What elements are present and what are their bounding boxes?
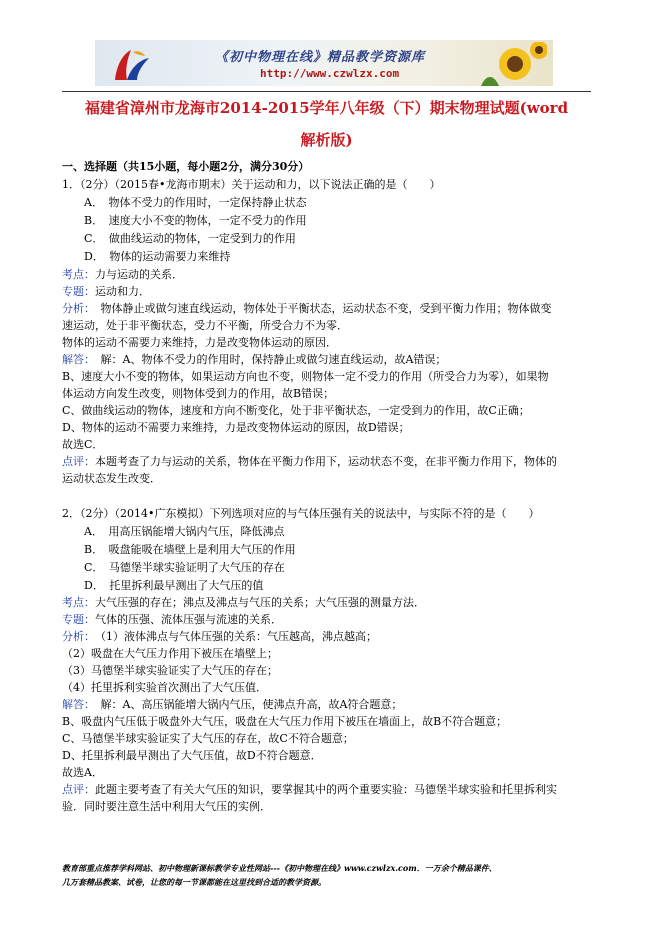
q2-jieda-text-4: D、托里拆利最早测出了大气压值，故D不符合题意．: [62, 749, 322, 762]
q2-kaodian-text: 大气压强的存在；沸点及沸点与气压的关系；大气压强的测量方法．: [95, 596, 425, 609]
footer-line-2: 几万套精品教案、试卷，让您的每一节课都能在这里找到合适的教学资源。: [62, 877, 326, 887]
q2-option-b: B． 吸盘能吸在墙壁上是利用大气压的作用: [84, 543, 296, 556]
q1-kaodian-text: 力与运动的关系．: [95, 268, 183, 281]
page-title-cont: 解析版): [300, 131, 353, 149]
q1-kaodian: [62, 267, 183, 282]
q2-fenxi-text-2: （2）吸盘在大气压力作用下被压在墙壁上；: [62, 647, 278, 660]
jieda-label: 解答：: [62, 353, 90, 366]
zhuanti-label: 专题：: [62, 613, 95, 626]
q2-option-a: A． 用高压锅能增大锅内气压，降低沸点: [84, 525, 285, 538]
fenxi-label: 分析：: [62, 302, 90, 315]
q2-zhuanti-text: 气体的压强、流体压强与流速的关系．: [95, 613, 282, 626]
q2-stem: 2．（2分）（2014•广东模拟）下列选项对应的与气体压强有关的说法中，与实际不符的是（ ）: [62, 507, 540, 520]
q1-jieda: [62, 352, 446, 367]
q2-fenxi-text-3: （3）马德堡半球实验证实了大气压的存在；: [62, 664, 278, 677]
q1-option-d: D． 物体的运动需要力来维持: [84, 250, 231, 263]
q2-option-c: C． 马德堡半球实验证明了大气压的存在: [84, 561, 285, 574]
q2-jieda-text-2: B、吸盘内气压低于吸盘外大气压，吸盘在大气压力作用下被压在墙面上，故B不符合题意；: [62, 715, 508, 728]
q2-dianping-text-1: 此题主要考查了有关大气压的知识，要掌握其中的两个重要实验：马德堡半球实验和托里拆利实: [95, 783, 557, 796]
zhuanti-label: 专题：: [62, 285, 95, 298]
q1-jieda-text-2: B、速度大小不变的物体，如果运动方向也不变，则物体一定不受力的作用（所受合力为零），如果物: [62, 370, 549, 383]
q1-jieda-text-1: 解：A、物体不受力的作用时，保持静止或做匀速直线运动，故A错误；: [89, 353, 447, 366]
q2-answer: 故选A．: [62, 766, 103, 779]
q1-jieda-text-3: 体运动方向发生改变，则物体受到力的作用，故B错误；: [62, 387, 335, 400]
q2-fenxi: [62, 629, 377, 644]
site-logo-icon: [111, 46, 151, 82]
fenxi-label: 分析：: [62, 630, 90, 643]
q2-fenxi-text-4: （4）托里拆利实验首次测出了大气压值．: [62, 681, 267, 694]
q2-jieda-text-1: 解：A、高压锅能增大锅内气压，使沸点升高，故A符合题意；: [89, 698, 403, 711]
kaodian-label: 考点：: [62, 268, 95, 281]
q1-zhuanti: [62, 284, 150, 299]
q2-option-d: D． 托里拆利最早测出了大气压的值: [84, 579, 264, 592]
sunflower-icon: [477, 42, 547, 86]
q2-dianping-text-2: 验．同时要注意生活中利用大气压的实例．: [62, 800, 271, 813]
dianping-label: 点评：: [62, 455, 95, 468]
q1-fenxi-text-1: 物体静止或做匀速直线运动，物体处于平衡状态，运动状态不变，受到平衡力作用；物体做变: [89, 302, 552, 315]
q2-dianping: [62, 782, 557, 797]
header-rule: [62, 91, 591, 92]
q1-dianping-text-2: 运动状态发生改变．: [62, 472, 161, 485]
q1-fenxi-text-2: 速运动，处于非平衡状态，受力不平衡，所受合力不为零．: [62, 319, 348, 332]
q1-dianping: [62, 454, 557, 469]
header-banner: [95, 40, 553, 86]
q1-fenxi-text-3: 物体的运动不需要力来维持，力是改变物体运动的原因．: [62, 336, 337, 349]
q1-answer: 故选C．: [62, 438, 104, 451]
q2-jieda-text-3: C、马德堡半球实验证实了大气压的存在，故C不符合题意；: [62, 732, 354, 745]
banner-url[interactable]: http://www.czwlzx.com: [260, 67, 400, 80]
footer-line-1: 教育部重点推荐学科网站、初中物理新课标教学专业性网站---《初中物理在线》www.czwlzx.com．一万余个精品课件、: [62, 863, 497, 873]
dianping-label: 点评：: [62, 783, 95, 796]
q2-fenxi-text-1: （1）液体沸点与气体压强的关系：气压越高，沸点越高；: [89, 630, 377, 643]
page-title: 福建省漳州市龙海市2014-2015学年八年级（下）期末物理试题(word: [84, 99, 569, 117]
q1-option-c: C． 做曲线运动的物体，一定受到力的作用: [84, 232, 296, 245]
q1-option-b: B． 速度大小不变的物体，一定不受力的作用: [84, 214, 307, 227]
q1-zhuanti-text: 运动和力．: [95, 285, 150, 298]
banner-title: 《初中物理在线》精品教学资源库: [215, 50, 426, 65]
q1-option-a: A． 物体不受力的作用时，一定保持静止状态: [84, 196, 307, 209]
jieda-label: 解答：: [62, 698, 90, 711]
q1-stem: 1．（2分）（2015春•龙海市期末）关于运动和力，以下说法正确的是（ ）: [62, 178, 441, 191]
section-heading: 一、选择题（共15小题，每小题2分，满分30分）: [62, 160, 310, 173]
q2-jieda: [62, 697, 402, 712]
q1-jieda-text-5: D、物体的运动不需要力来维持，力是改变物体运动的原因，故D错误；: [62, 421, 410, 434]
q2-zhuanti: [62, 612, 282, 627]
q1-dianping-text-1: 本题考查了力与运动的关系，物体在平衡力作用下，运动状态不变，在非平衡力作用下，物体的: [95, 455, 557, 468]
q1-jieda-text-4: C、做曲线运动的物体，速度和方向不断变化，处于非平衡状态，一定受到力的作用，故C正确；: [62, 404, 530, 417]
q2-kaodian: [62, 595, 425, 610]
kaodian-label: 考点：: [62, 596, 95, 609]
q1-fenxi: [62, 301, 552, 316]
